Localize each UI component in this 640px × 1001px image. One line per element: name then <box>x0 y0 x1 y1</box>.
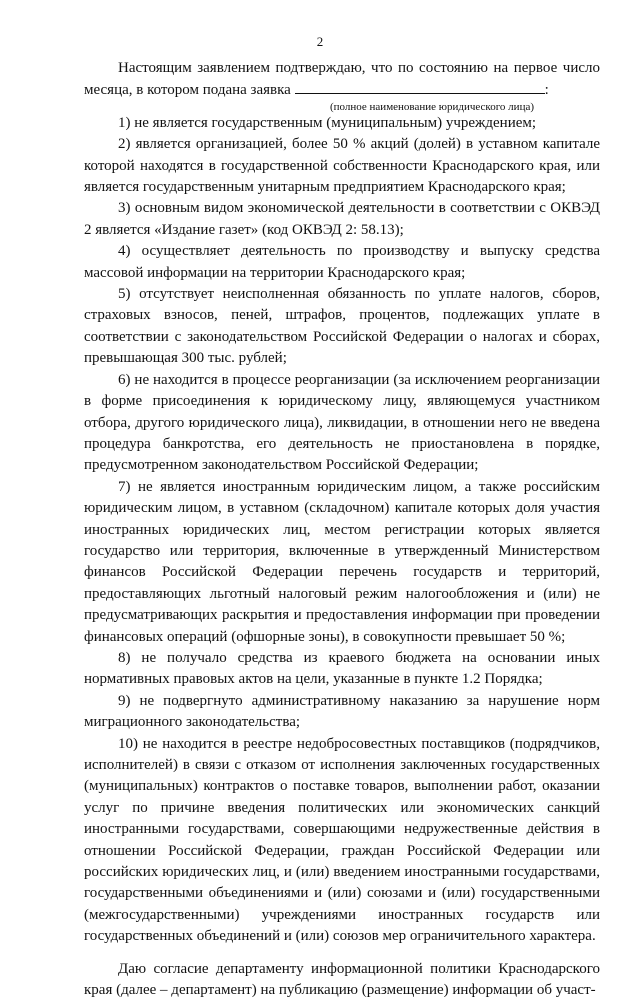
list-item: 3) основным видом экономической деятельности в соответствии с ОКВЭД 2 является «Издание газет» (код ОКВЭД 2: 58.13); <box>84 200 600 238</box>
blank-caption: (полное наименование юридического лица) <box>329 100 534 113</box>
list-item: 2) является организацией, более 50 % акций (долей) в уставном капитале которой находятся в государственной собственности Краснодарского края, или является государственным унитарным предприятием Краснодарского края; <box>84 136 600 196</box>
organization-name-blank[interactable] <box>295 79 545 94</box>
list-item: 9) не подвергнуто административному наказанию за нарушение норм миграционного законодательства; <box>84 692 600 731</box>
page-number: 2 <box>316 34 324 49</box>
list-item: 1) не является государственным (муниципальным) учреждением; <box>118 114 537 131</box>
list-item: 5) отсутствует неисполненная обязанность по уплате налогов, сборов, страховых взносов, пеней, штрафов, процентов, подлежащих уплате в соответствии с законодательством Российской Федерации о налогах и сборах, превышающая 300 тыс. рублей; <box>84 286 600 367</box>
consent-paragraph: Даю согласие департаменту информационной политики Краснодарского края (далее – департамент) на публикацию (размещение) информации об участ- <box>84 960 600 999</box>
list-item: 10) не находится в реестре недобросовестных поставщиков (подрядчиков, исполнителей) в связи с отказом от исполнения заключенных государственных (муниципальных) контрактов о поставке товаров, выполнении работ, оказании услуг по причине введения политических или экономических санкций иностранными государствами, совершающими недружественные действия в отношении Российской Федерации, граждан Российской Федерации или российских юридических лиц, и (или) введением иностранными государствами, государственными объединениями и (или) союзами и (или) государственными (межгосударственными) учреждениями иностранных государств или государственных объединений и (или) союзов мер ограничительного характера. <box>84 735 600 945</box>
list-item: 6) не находится в процессе реорганизации (за исключением реорганизации в форме присоединения к юридическому лицу, являющемуся участником отбора, другого юридического лица), ликвидации, в отношении него не введена процедура банкротства, его деятельность не приостановлена в порядке, предусмотренном законодательством Российской Федерации; <box>84 371 600 474</box>
intro-text: Настоящим заявлением подтверждаю, что по состоянию на первое число месяца, в котором подана заявка <box>84 60 600 99</box>
list-item: 8) не получало средства из краевого бюджета на основании иных нормативных правовых актов на цели, указанные в пункте 1.2 Порядка; <box>84 649 600 688</box>
list-item: 7) не является иностранным юридическим лицом, а также российским юридическим лицом, в уставном (складочном) капитале которых доля участия иностранных юридических лиц, местом регистрации которых является государство или территория, включенные в утвержденный Министерством финансов Российской Федерации перечень государств и территорий, предоставляющих льготный налоговый режим налогообложения и (или) не предусматривающих раскрытия и предоставления информации при проведении финансовых операций (офшорные зоны), в совокупности превышает 50 %; <box>84 478 600 645</box>
list-item: 4) осуществляет деятельность по производству и выпуску средства массовой информации на территории Краснодарского края; <box>84 243 600 281</box>
paragraph-gap <box>84 948 600 959</box>
intro-colon: : <box>544 82 549 99</box>
intro-paragraph <box>84 58 600 102</box>
document-body <box>84 58 600 1001</box>
